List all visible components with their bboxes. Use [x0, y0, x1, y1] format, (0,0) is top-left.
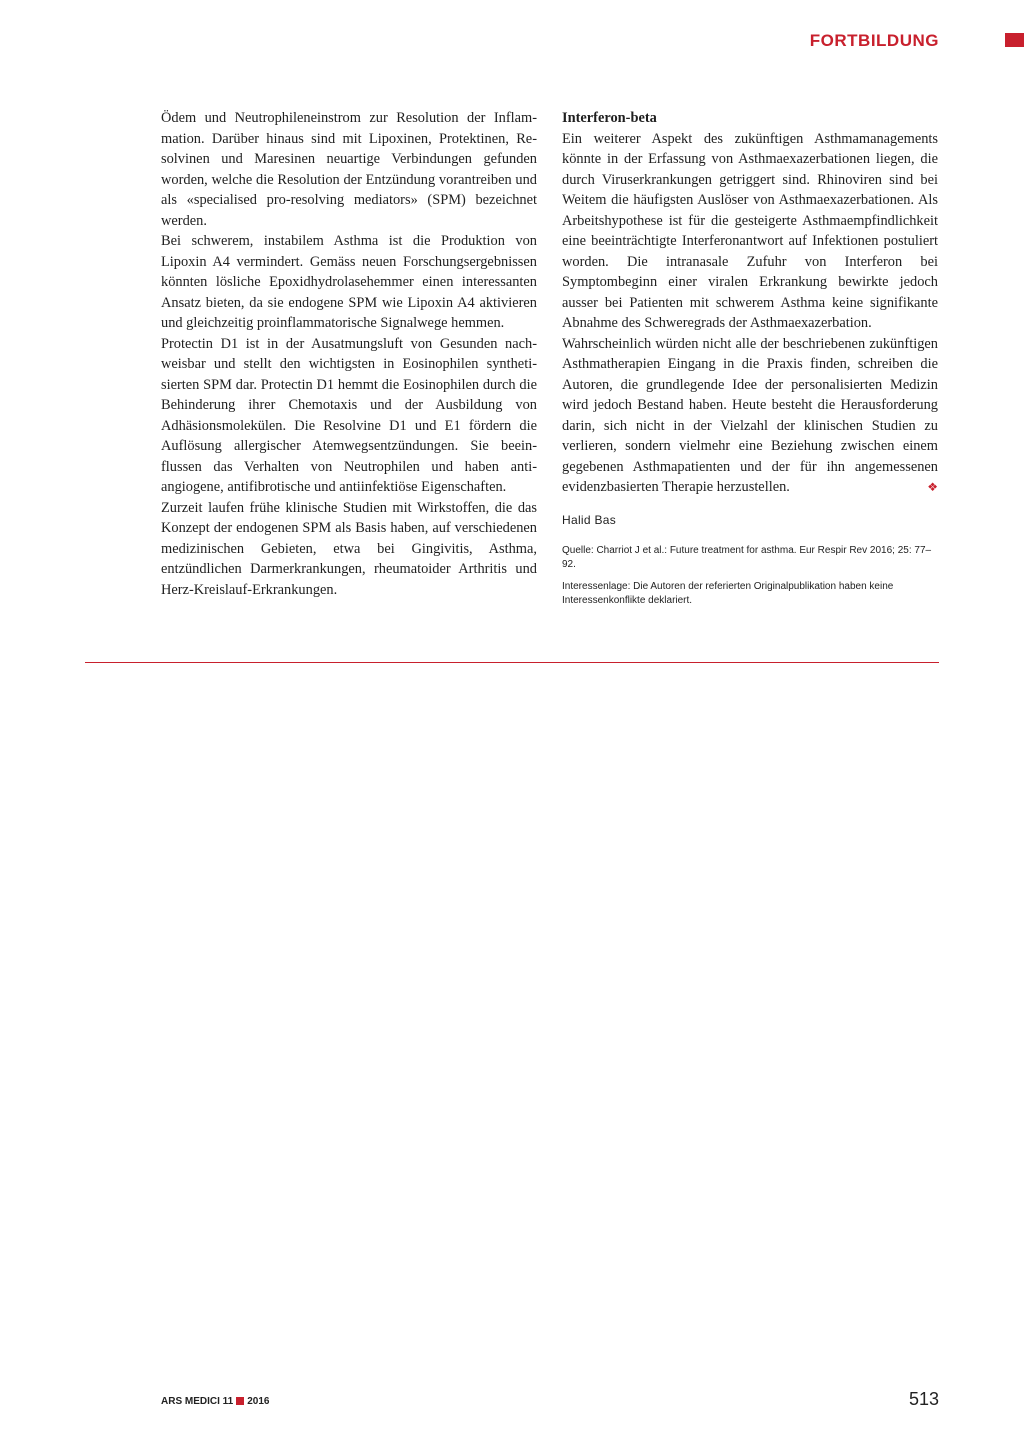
footer-marker [236, 1397, 244, 1405]
divider-rule [85, 662, 939, 663]
page-number: 513 [908, 1389, 939, 1409]
section-label: FORTBILDUNG [809, 31, 939, 50]
end-of-article-icon: ❖ [927, 480, 938, 494]
paragraph-last [562, 334, 938, 498]
paragraph: Protectin D1 ist in der Ausatmungsluft von Gesunden nachweisbar und stellt den wichtigsten in Eosinophilen synthetisierten SPM dar. Protectin D1 hemmt die Eosinophilen durch die Behinderung ihrer Chemotaxis und der Ausbildung von Adhäsionsmolekülen. Die Resolvine D1 und E1 fördern die Auflösung allergischer Atemwegsentzündungen. Sie beeinflussen das Verhalten von Neutrophilen und haben antiangiogene, antifibrotische und antiinfektiöse Eigenschaften. [161, 335, 537, 495]
paragraph: Bei schwerem, instabilem Asthma ist die Produktion von Lipoxin A4 vermindert. Gemäss neuen Forschungsergebnissen könnten lösliche Epoxidhydrolasehemmer einen interessanten Ansatz bieten, da sie endogene SPM wie Lipoxin A4 aktivieren und gleichzeitig proinflammatorische Signalwege hemmen. [161, 233, 537, 331]
section-marker [1005, 33, 1024, 47]
author-name: Halid Bas [562, 512, 617, 527]
right-column [562, 108, 938, 608]
section-subheading: Interferon-beta [562, 110, 657, 126]
paragraph: Ödem und Neutrophileneinstrom zur Resolution der Inflammation. Darüber hinaus sind mit Lipoxinen, Protektinen, Resolvinen und Maresinen neuartige Verbindungen gefunden worden, welche die Resolution der Entzündung vorantreiben und als «specialised pro-resolving mediators» (SPM) bezeichnet werden. [161, 110, 537, 229]
paragraph: Ein weiterer Aspekt des zukünftigen Asthmamanagements könnte in der Erfassung von Asthmaexazerbationen liegen, die durch Viruserkrankungen getriggert sind. Rhinoviren sind bei Weitem die häufigsten Auslöser von Asthmaexazerbationen. Als Arbeitshypothese ist für die gesteigerte Asthmaempfindlichkeit eine beeinträchtigte Interferonantwort auf Infektionen postuliert worden. Die intranasale Zufuhr von Interferon bei Symptombeginn einer viralen Erkrankung bewirkte jedoch ausser bei Patienten mit schwerem Asthma keine signifikante Abnahme des Schweregrads der Asthmaexazerbation. [562, 130, 938, 331]
journal-name: ARS MEDICI 11 [161, 1396, 234, 1407]
footer-journal [161, 1396, 270, 1407]
conflict-disclosure: Interessenlage: Die Autoren der referierten Originalpublikation haben keine Interessenkonflikte deklariert. [562, 581, 894, 606]
left-column [161, 108, 537, 600]
source-reference: Quelle: Charriot J et al.: Future treatment for asthma. Eur Respir Rev 2016; 25: 77–92. [562, 545, 932, 570]
journal-year: 2016 [247, 1396, 270, 1407]
paragraph: Zurzeit laufen frühe klinische Studien mit Wirkstoffen, die das Konzept der endogenen SPM als Basis haben, auf verschiedenen medizinischen Gebieten, etwa bei Gingivitis, Asthma, entzündlichen Darmerkrankungen, rheumatoider Arthritis und Herz-Kreislauf-Erkrankungen. [161, 499, 537, 598]
paragraph-text: Wahrscheinlich würden nicht alle der beschriebenen zukünftigen Asthmatherapien Eingang in die Praxis finden, schreiben die Autoren, die grundlegende Idee der personalisierten Medizin wird jedoch Bestand haben. Heute besteht die Herausforderung darin, sich nicht in der Vielzahl der klinischen Studien zu verlieren, sondern vielmehr eine Beziehung zwischen einem gegebenen Asthmapatienten und der für ihn angemessenen evidenzbasierten Therapie herzustellen. [562, 335, 938, 495]
